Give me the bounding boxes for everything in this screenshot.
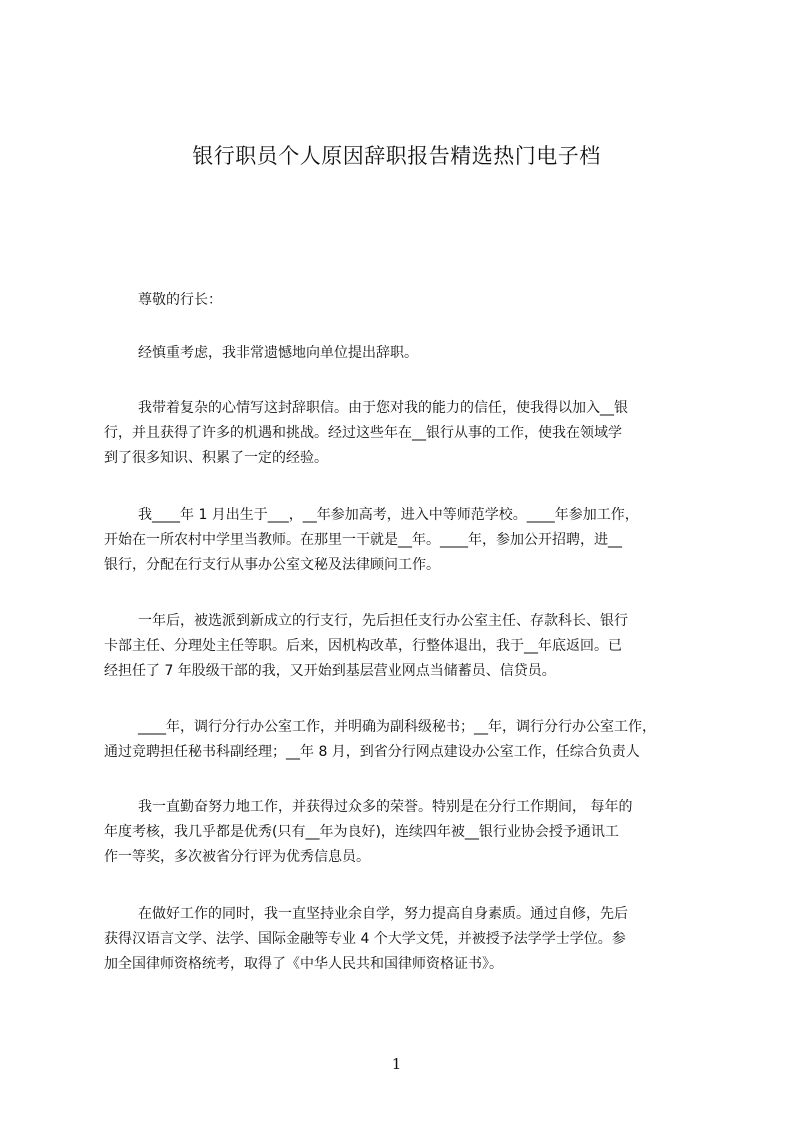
- paragraph-line: 开始在一所农村中学里当教师。在那里一干就是__年。____年，参加公开招聘，进__: [104, 532, 622, 548]
- paragraph-line: 加全国律师资格统考，取得了《中华人民共和国律师资格证书》。: [104, 956, 503, 972]
- paragraph-line: 银行，分配在行支行从事办公室文秘及法律顾问工作。: [104, 557, 440, 573]
- paragraph-intro: [104, 341, 704, 366]
- paragraph-line: 通过竞聘担任秘书科副经理；__年 8 月，到省分行网点建设办公室工作，任综合负责人: [104, 744, 640, 760]
- paragraph-line: 经慎重考虑，我非常遗憾地向单位提出辞职。: [138, 345, 418, 361]
- paragraph-line: 我一直勤奋努力地工作，并获得过众多的荣誉。特别是在分行工作期间， 每年的: [138, 799, 633, 815]
- paragraph-career: [104, 609, 704, 684]
- paragraph-line: 一年后，被选派到新成立的行支行，先后担任支行办公室主任、存款科长、银行: [138, 613, 628, 629]
- paragraph-salutation: [104, 288, 704, 313]
- paragraph-line: ____年，调行分行办公室工作，并明确为副科级秘书；__年，调行分行办公室工作，: [138, 719, 656, 735]
- paragraph-line: 获得汉语言文学、法学、国际金融等专业 4 个大学文凭，并被授予法学学士学位。参: [104, 931, 626, 947]
- paragraph-line: 我____年 1 月出生于___，__年参加高考，进入中等师范学校。____年参加工作，: [138, 507, 639, 523]
- paragraph-line: 我带着复杂的心情写这封辞职信。由于您对我的能力的信任，使我得以加入__银: [138, 400, 628, 416]
- paragraph-line: 作一等奖，多次被省分行评为优秀信息员。: [104, 849, 370, 865]
- paragraph-honors: [104, 795, 704, 870]
- page-number: 1: [391, 1055, 402, 1073]
- paragraph-line: 在做好工作的同时，我一直坚持业余自学，努力提高自身素质。通过自修，先后: [138, 906, 628, 922]
- paragraph-line: 到了很多知识、积累了一定的经验。: [104, 450, 328, 466]
- paragraph-line: 经担任了 7 年股级干部的我，又开始到基层营业网点当储蓄员、信贷员。: [104, 663, 556, 679]
- paragraph-education: [104, 902, 704, 977]
- document-title: 银行职员个人原因辞职报告精选热门电子档: [192, 144, 601, 168]
- paragraph-line: 年度考核，我几乎都是优秀(只有__年为良好)，连续四年被__银行业协会授予通讯工: [104, 824, 619, 840]
- paragraph-line: 行，并且获得了许多的机遇和挑战。经过这些年在__银行从事的工作，使我在领域学: [104, 425, 622, 441]
- paragraph-line: 尊敬的行长：: [138, 292, 222, 308]
- paragraph-line: 卡部主任、分理处主任等职。后来，因机构改革，行整体退出，我于__年底返回。已: [104, 638, 622, 654]
- paragraph-promotion: [104, 715, 704, 765]
- paragraph-background: [104, 503, 704, 578]
- paragraph-reason: [104, 396, 704, 471]
